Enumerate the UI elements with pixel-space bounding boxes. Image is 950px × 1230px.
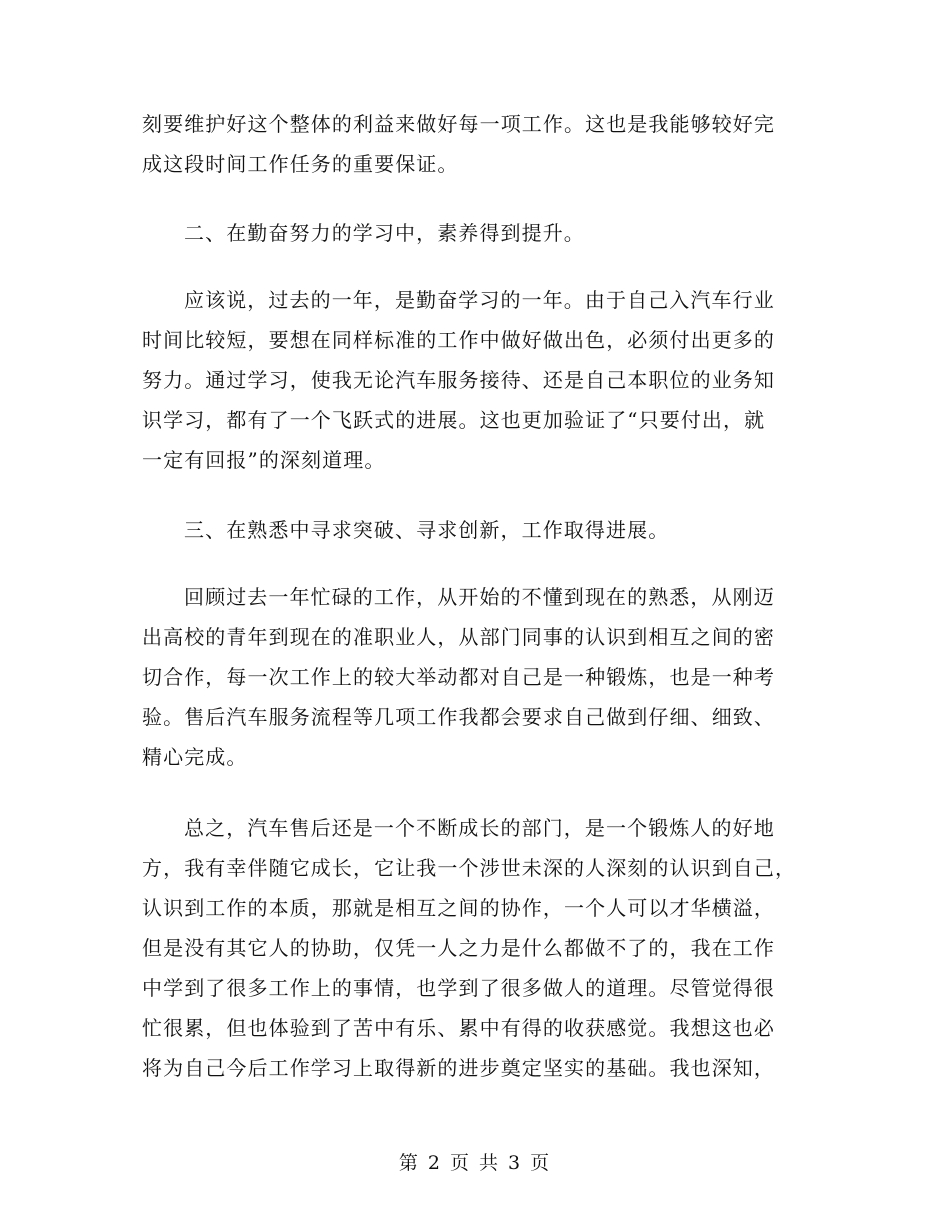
heading-text: 三、在熟悉中寻求突破、寻求创新，工作取得进展。 xyxy=(184,518,670,542)
text-line: 中学到了很多工作上的事情，也学到了很多做人的道理。尽管觉得很 xyxy=(142,976,775,1000)
paragraph-summary xyxy=(142,808,822,1088)
text-line: 应该说，过去的一年，是勤奋学习的一年。由于自己入汽车行业 xyxy=(184,288,775,312)
text-line: 切合作，每一次工作上的较大举动都对自己是一种锻炼，也是一种考 xyxy=(142,665,775,689)
paragraph-study xyxy=(142,280,822,480)
text-line: 验。售后汽车服务流程等几项工作我都会要求自己做到仔细、细致、 xyxy=(142,705,775,729)
heading-text: 二、在勤奋努力的学习中，素养得到提升。 xyxy=(184,221,585,245)
text-line: 但是没有其它人的协助，仅凭一人之力是什么都做不了的，我在工作 xyxy=(142,936,775,960)
text-line: 认识到工作的本质，那就是相互之间的协作，一个人可以才华横溢， xyxy=(142,896,775,920)
text-line: 总之，汽车售后还是一个不断成长的部门，是一个锻炼人的好地 xyxy=(184,816,775,840)
text-line: 成这段时间工作任务的重要保证。 xyxy=(142,152,459,176)
text-line: 时间比较短，要想在同样标准的工作中做好做出色，必须付出更多的 xyxy=(142,328,775,352)
section-heading-2 xyxy=(142,213,822,253)
text-line: 忙很累，但也体验到了苦中有乐、累中有得的收获感觉。我想这也必 xyxy=(142,1016,775,1040)
text-line: 方，我有幸伴随它成长，它让我一个涉世未深的人深刻的认识到自己， xyxy=(142,856,797,880)
paragraph-review xyxy=(142,577,822,777)
text-line: 出高校的青年到现在的准职业人，从部门同事的认识到相互之间的密 xyxy=(142,625,775,649)
text-line: 努力。通过学习，使我无论汽车服务接待、还是自己本职位的业务知 xyxy=(142,368,775,392)
section-heading-3 xyxy=(142,510,822,550)
text-line: 识学习，都有了一个飞跃式的进展。这也更加验证了“只要付出，就 xyxy=(142,408,766,432)
text-line: 精心完成。 xyxy=(142,745,248,769)
text-line: 一定有回报”的深刻道理。 xyxy=(142,448,386,472)
page-number-footer: 第 2 页 共 3 页 xyxy=(398,1152,552,1174)
text-line: 回顾过去一年忙碌的工作，从开始的不懂到现在的熟悉，从刚迈 xyxy=(184,585,775,609)
text-line: 将为自己今后工作学习上取得新的进步奠定坚实的基础。我也深知， xyxy=(142,1056,775,1080)
text-line: 刻要维护好这个整体的利益来做好每一项工作。这也是我能够较好完 xyxy=(142,112,775,136)
paragraph-continuation xyxy=(142,104,822,184)
